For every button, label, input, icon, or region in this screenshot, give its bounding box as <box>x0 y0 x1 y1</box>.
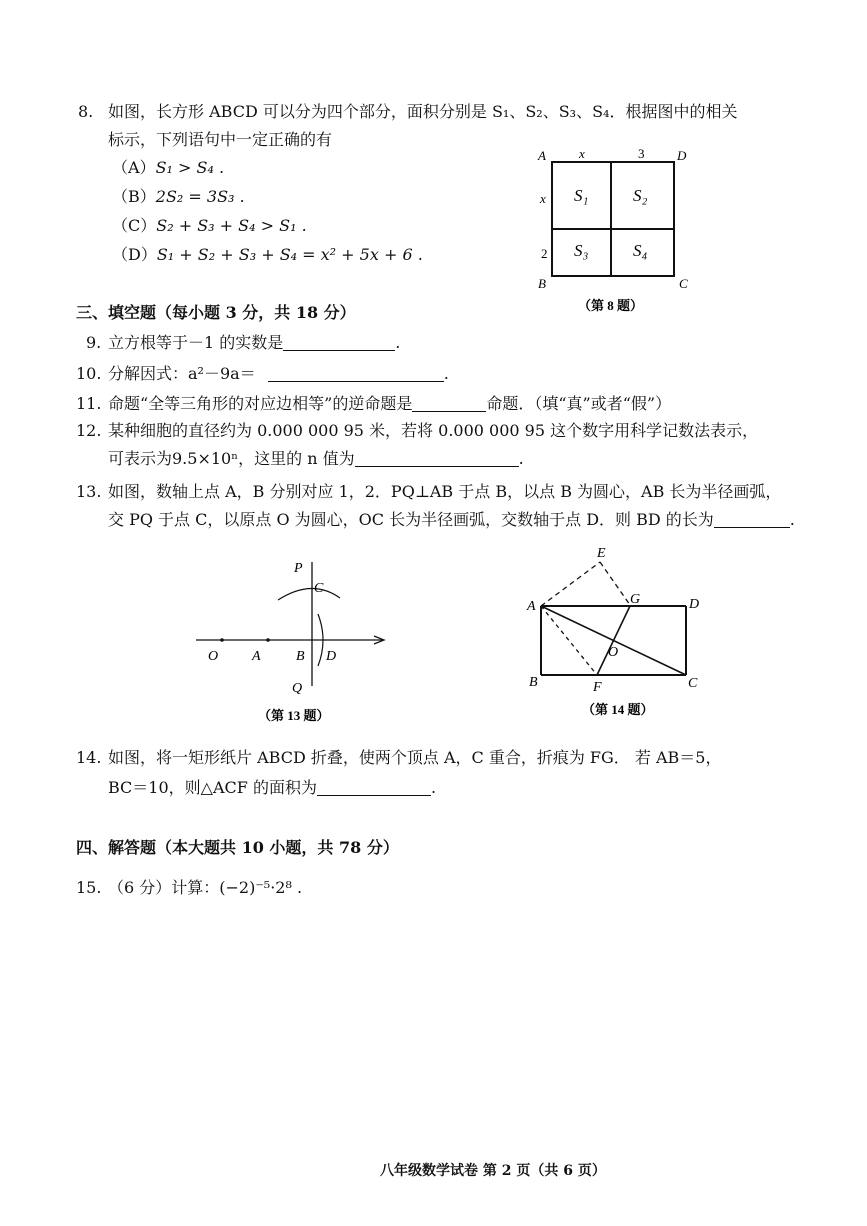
q8-option-c-label: （C） <box>112 216 157 235</box>
q13-label-a: A <box>252 649 261 664</box>
q14-fold-eg <box>600 562 630 605</box>
q13-label-c: C <box>314 581 324 596</box>
q8-option-c-text: S₂ + S₃ + S₄ > S₁ . <box>156 216 307 235</box>
q11-line <box>108 394 671 414</box>
q13-answer-blank[interactable] <box>714 511 790 528</box>
q13-label-o: O <box>208 649 219 664</box>
q14-label-o: O <box>608 645 619 660</box>
q14-label-a: A <box>527 599 536 614</box>
q12-line2 <box>108 449 524 469</box>
q14-line1: 如图，将一矩形纸片 ABCD 折叠，使两个顶点 A，C 重合，折痕为 FG． 若 AB＝5， <box>108 748 722 767</box>
q9-end: . <box>395 333 401 352</box>
q14-answer-blank[interactable] <box>317 779 431 796</box>
q11-text: 命题“全等三角形的对应边相等”的逆命题是 <box>108 394 413 413</box>
q9-answer-blank[interactable] <box>283 334 395 351</box>
q8-option-b-text: 2S₂ = 3S₃ . <box>155 187 245 206</box>
q11-number: 11. <box>76 394 102 413</box>
q11-end: 命题．（填“真”或者“假”） <box>486 394 672 413</box>
q13-label-q: Q <box>292 681 303 696</box>
q8-label-left-2: 2 <box>541 246 548 261</box>
q14-label-b: B <box>529 675 538 690</box>
q8-label-s2: S₂ <box>633 186 648 205</box>
q8-label-left-x: x <box>540 191 546 206</box>
q8-option-d-label: （D） <box>112 245 157 264</box>
q8-label-d: D <box>677 148 687 163</box>
q14-label-d: D <box>689 597 700 612</box>
q8-label-s1: S₁ <box>574 186 589 205</box>
q9-number: 9. <box>86 333 102 352</box>
q13-label-p: P <box>294 561 303 576</box>
q8-option-a-label: （A） <box>112 158 156 177</box>
q8-option-b <box>112 184 245 207</box>
q12-text: 可表示为9.5×10ⁿ，这里的 n 值为 <box>108 449 355 468</box>
q14-label-c: C <box>688 676 698 691</box>
q8-caption: （第 8 题） <box>578 298 644 313</box>
q8-option-a-text: S₁ > S₄ . <box>155 158 225 177</box>
q12-line1: 某种细胞的直径约为 0.000 000 95 米，若将 0.000 000 95 这个数字用科学记数法表示， <box>108 421 759 440</box>
q8-option-d-text: S₁ + S₂ + S₃ + S₄ = x² + 5x + 6 . <box>156 245 423 264</box>
q14-label-e: E <box>597 546 606 561</box>
q13-caption: （第 13 题） <box>258 708 330 723</box>
q8-rect-outer <box>552 162 674 276</box>
section3-title: 三、填空题（每小题 3 分，共 18 分） <box>76 303 356 322</box>
q8-label-top-x: x <box>579 146 585 161</box>
q14-end: . <box>430 778 437 797</box>
q14-crease-fg <box>597 606 630 675</box>
q8-label-s4: S₄ <box>633 241 648 260</box>
q8-label-top-3: 3 <box>638 146 645 161</box>
q9-line <box>108 333 400 353</box>
q8-label-c: C <box>679 276 688 291</box>
q13-text: 交 PQ 于点 C，以原点 O 为圆心，OC 长为半径画弧，交数轴于点 D．则 BD 的长为 <box>108 510 714 529</box>
q8-label-b: B <box>538 276 546 291</box>
q13-label-b: B <box>296 649 305 664</box>
q13-end: . <box>789 510 795 529</box>
q12-answer-blank[interactable] <box>355 450 519 467</box>
q14-label-f: F <box>593 680 602 695</box>
q13-arc-c <box>278 588 340 600</box>
q10-end: . <box>443 364 449 383</box>
q8-option-d <box>112 242 423 265</box>
section4-title: 四、解答题（本大题共 10 小题，共 78 分） <box>76 838 399 857</box>
q14-fold-af <box>541 606 597 675</box>
q10-line <box>108 364 449 384</box>
q15-number: 15. <box>76 878 102 897</box>
q14-caption: （第 14 题） <box>582 702 654 717</box>
q8-option-c <box>112 213 307 236</box>
q9-text: 立方根等于－1 的实数是 <box>108 333 284 352</box>
q8-label-a: A <box>538 148 546 163</box>
q12-number: 12. <box>76 421 102 440</box>
q14-number: 14. <box>76 748 102 767</box>
q10-text: 分解因式：a²－9a＝ <box>108 364 256 383</box>
q8-text-line2: 标示，下列语句中一定正确的有 <box>108 130 333 149</box>
q8-text-line1: 如图，长方形 ABCD 可以分为四个部分，面积分别是 S₁、S₂、S₃、S₄．根据图中的相关 <box>108 102 738 121</box>
q13-point-o <box>220 638 224 642</box>
q13-figure <box>190 552 390 727</box>
q12-end: . <box>518 449 524 468</box>
q14-label-g: G <box>630 592 641 607</box>
q8-label-s3: S₃ <box>574 241 589 260</box>
q8-option-a <box>112 155 224 178</box>
q14-text: BC＝10，则△ACF 的面积为 <box>108 778 317 797</box>
q15-text: （6 分）计算：(−2)⁻⁵·2⁸ . <box>108 878 303 897</box>
q14-figure <box>520 540 710 725</box>
q13-point-a <box>266 638 270 642</box>
q13-line1: 如图，数轴上点 A，B 分别对应 1，2．PQ⊥AB 于点 B，以点 B 为圆心，AB 长为半径画弧， <box>108 482 782 501</box>
q13-number: 13. <box>76 482 102 501</box>
q8-option-b-label: （B） <box>112 187 156 206</box>
q8-number: 8. <box>78 102 94 121</box>
page-footer: 八年级数学试卷 第 2 页（共 6 页） <box>380 1163 606 1179</box>
q10-number: 10. <box>76 364 102 383</box>
q8-figure <box>530 142 710 317</box>
q11-answer-blank[interactable] <box>412 395 486 412</box>
q14-line2 <box>108 778 436 798</box>
q13-label-d: D <box>326 649 337 664</box>
q13-line2 <box>108 510 795 530</box>
q10-answer-blank[interactable] <box>268 365 444 382</box>
q14-fold-ae <box>541 562 600 606</box>
